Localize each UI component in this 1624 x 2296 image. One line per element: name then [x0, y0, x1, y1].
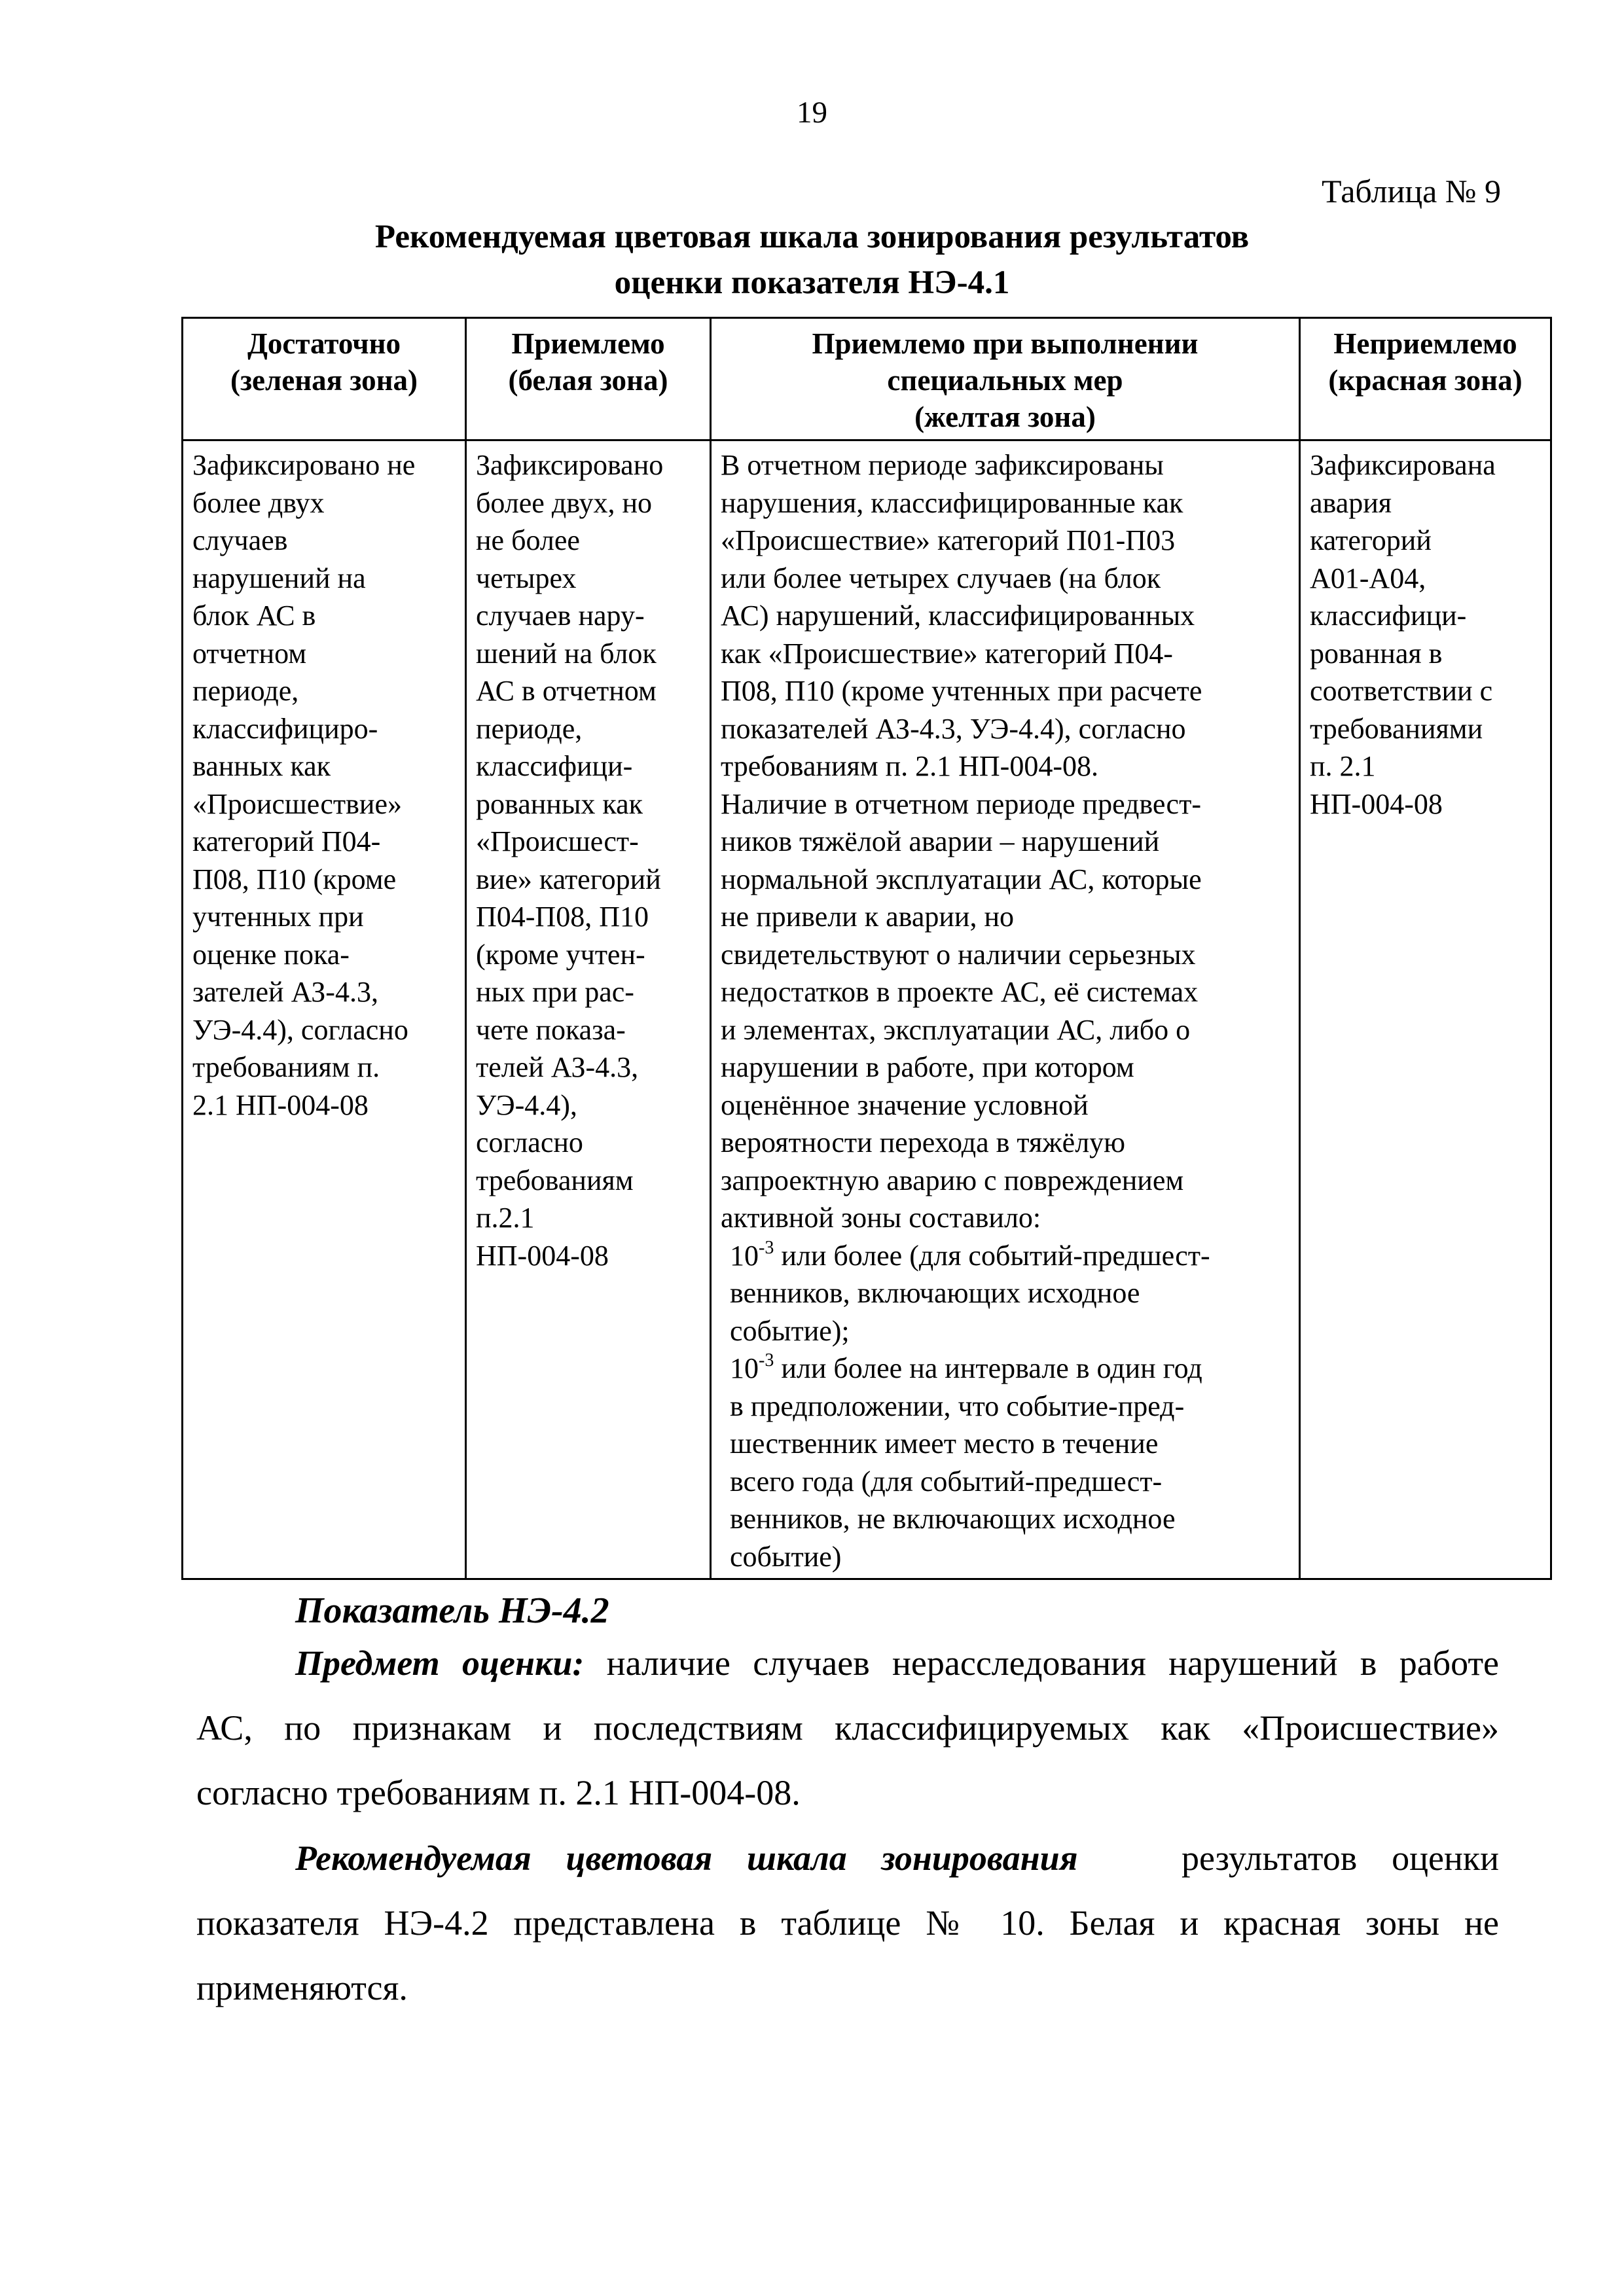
subject-label: Предмет оценки:: [295, 1643, 585, 1683]
cell-green-zone: [183, 440, 466, 1579]
cell-line: как «Происшествие» категорий П04-: [721, 637, 1173, 670]
cell-line: НП-004-08: [476, 1239, 609, 1272]
paragraph-line: АС, по признакам и последствиям классифицируемых как «Происшествие»: [196, 1708, 1499, 1748]
cell-line: согласно: [476, 1126, 583, 1158]
cell-line: рованных как: [476, 787, 643, 820]
header-yellow-zone: [711, 318, 1300, 440]
cell-line: или более четырех случаев (на блок: [721, 562, 1161, 594]
cell-line: четырех: [476, 562, 577, 594]
cell-line: событие): [730, 1540, 842, 1573]
cell-line: показателей АЗ-4.3, УЭ-4.4), согласно: [721, 712, 1186, 745]
table-title-line: Рекомендуемая цветовая шкала зонирования результатов: [374, 219, 1250, 255]
header-line: Неприемлемо: [1333, 327, 1517, 360]
power-base: 10: [730, 1352, 759, 1384]
cell-line: Зафиксировано: [476, 449, 664, 481]
cell-line: П04-П08, П10: [476, 901, 649, 933]
cell-line: В отчетном периоде зафиксированы: [721, 449, 1164, 481]
cell-line: 2.1 НП-004-08: [192, 1088, 369, 1121]
cell-line: более двух: [192, 486, 325, 519]
header-line: Достаточно: [247, 327, 401, 360]
yellow-zone-text: [721, 446, 1290, 1237]
cell-line: недостатков в проекте АС, её системах: [721, 976, 1199, 1008]
cell-line: П08, П10 (кроме учтенных при расчете: [721, 675, 1202, 707]
paragraph-line: показателя НЭ-4.2 представлена в таблице № 10. Белая и красная зоны не: [196, 1903, 1499, 1943]
cell-line: УЭ-4.4), согласно: [192, 1013, 408, 1046]
cell-line: учтенных при: [192, 901, 364, 933]
cell-line: соответствии с: [1310, 675, 1493, 707]
cell-line: требованиям п.: [192, 1051, 380, 1083]
cell-line: рованная в: [1310, 637, 1443, 670]
cell-line: А01-А04,: [1310, 562, 1426, 594]
cell-line: венников, включающих исходное: [730, 1277, 1140, 1309]
cell-line: свидетельствуют о наличии серьезных: [721, 938, 1196, 971]
cell-line: категорий: [1310, 524, 1432, 556]
cell-line: телей АЗ-4.3,: [476, 1051, 639, 1083]
cell-line: блок АС в: [192, 600, 316, 632]
cell-line: классифици-: [476, 750, 633, 782]
cell-line: периоде,: [476, 712, 583, 745]
cell-line: требованиям п. 2.1 НП-004-08.: [721, 750, 1098, 782]
cell-line: «Происшествие» категорий П01-П03: [721, 524, 1176, 556]
cell-line: периоде,: [192, 675, 299, 707]
cell-line: классифици-: [1310, 600, 1467, 632]
cell-line: «Происшествие»: [192, 787, 402, 820]
cell-line: вероятности перехода в тяжёлую: [721, 1126, 1126, 1158]
paragraph-line: согласно требованиям п. 2.1 НП-004-08.: [196, 1773, 801, 1812]
header-green-zone: [183, 318, 466, 440]
cell-line: оценённое значение условной: [721, 1088, 1089, 1121]
cell-line: нарушении в работе, при котором: [721, 1051, 1134, 1083]
paragraph-text: результатов оценки: [1077, 1839, 1499, 1878]
cell-line: классифициро-: [192, 712, 378, 745]
condition-item-1: [721, 1237, 1290, 1350]
cell-line: ных при рас-: [476, 976, 634, 1008]
cell-line: нормальной эксплуатации АС, которые: [721, 863, 1202, 895]
cell-line: отчетном: [192, 637, 307, 670]
cell-line: (кроме учтен-: [476, 938, 645, 971]
cell-line: активной зоны составило:: [721, 1202, 1041, 1234]
header-line: Приемлемо: [511, 327, 665, 360]
cell-line: Зафиксирована: [1310, 449, 1496, 481]
cell-line: [721, 1237, 1290, 1275]
cell-line: ванных как: [192, 750, 331, 782]
condition-item-1-rest: [721, 1274, 1290, 1350]
paragraph-text: наличие случаев нерасследования нарушений в работе: [584, 1643, 1500, 1683]
cell-line: АС) нарушений, классифицированных: [721, 600, 1195, 632]
cell-line: всего года (для событий-предшест-: [730, 1465, 1163, 1498]
cell-line: запроектную аварию с повреждением: [721, 1164, 1184, 1196]
header-red-zone: [1300, 318, 1551, 440]
cell-line: оценке пока-: [192, 938, 350, 971]
zoning-scale-table: [181, 317, 1552, 1580]
cell-line: нарушения, классифицированные как: [721, 486, 1183, 519]
table-caption: Таблица № 9: [1321, 173, 1501, 209]
scale-label: Рекомендуемая цветовая шкала зонирования: [295, 1839, 1078, 1878]
scale-paragraph: [196, 1826, 1499, 2020]
cell-line: Наличие в отчетном периоде предвест-: [721, 787, 1201, 820]
header-line: (белая зона): [508, 364, 668, 397]
power-exponent: -3: [759, 1350, 774, 1371]
page-number: 19: [797, 96, 827, 130]
cell-line: не привели к аварии, но: [721, 901, 1014, 933]
cell-line: требованиям: [476, 1164, 634, 1196]
cell-line: Зафиксировано не: [192, 449, 416, 481]
header-white-zone: [466, 318, 711, 440]
cell-line: зателей АЗ-4.3,: [192, 976, 378, 1008]
cell-line: НП-004-08: [1310, 787, 1443, 820]
cell-line: венников, не включающих исходное: [730, 1503, 1176, 1535]
cell-line: случаев нару-: [476, 600, 645, 632]
cell-text: или более (для событий-предшест-: [774, 1239, 1210, 1272]
subject-paragraph: [196, 1631, 1499, 1825]
cell-line: требованиями: [1310, 712, 1483, 745]
cell-line: авария: [1310, 486, 1392, 519]
table-title-line: оценки показателя НЭ-4.1: [614, 264, 1010, 301]
power-base: 10: [730, 1239, 759, 1272]
power-exponent: -3: [759, 1237, 774, 1258]
table-title: [0, 214, 1624, 306]
cell-line: УЭ-4.4),: [476, 1088, 577, 1121]
cell-line: нарушений на: [192, 562, 366, 594]
cell-line: П08, П10 (кроме: [192, 863, 397, 895]
header-line: Приемлемо при выполнении: [812, 327, 1199, 360]
table-header-row: [183, 318, 1551, 440]
cell-line: ников тяжёлой аварии – нарушений: [721, 825, 1160, 857]
header-line: специальных мер: [887, 364, 1123, 397]
cell-line: в предположении, что событие-пред-: [730, 1390, 1185, 1422]
table-body-row: [183, 440, 1551, 1579]
cell-line: п. 2.1: [1310, 750, 1376, 782]
indicator-heading: Показатель НЭ-4.2: [295, 1590, 609, 1631]
cell-line: [721, 1350, 1290, 1388]
cell-line: и элементах, эксплуатации АС, либо о: [721, 1013, 1191, 1046]
paragraph-line: [196, 1826, 1499, 1891]
cell-line: категорий П04-: [192, 825, 381, 857]
cell-white-zone: [466, 440, 711, 1579]
cell-line: случаев: [192, 524, 288, 556]
cell-line: чете показа-: [476, 1013, 626, 1046]
cell-text: или более на интервале в один год: [774, 1352, 1202, 1384]
cell-line: п.2.1: [476, 1202, 535, 1234]
condition-item-2-rest: [721, 1388, 1290, 1576]
cell-line: более двух, но: [476, 486, 653, 519]
cell-line: не более: [476, 524, 580, 556]
cell-red-zone: [1300, 440, 1551, 1579]
paragraph-line: применяются.: [196, 1968, 408, 2007]
cell-line: вие» категорий: [476, 863, 661, 895]
paragraph-line: [196, 1631, 1499, 1696]
cell-line: «Происшест-: [476, 825, 639, 857]
cell-line: шественник имеет место в течение: [730, 1427, 1159, 1460]
header-line: (зеленая зона): [230, 364, 418, 397]
cell-line: событие);: [730, 1314, 850, 1347]
condition-item-2: [721, 1350, 1290, 1575]
header-line: (желтая зона): [914, 401, 1096, 433]
header-line: (красная зона): [1328, 364, 1523, 397]
cell-line: шений на блок: [476, 637, 657, 670]
cell-line: АС в отчетном: [476, 675, 657, 707]
cell-yellow-zone: [711, 440, 1300, 1579]
